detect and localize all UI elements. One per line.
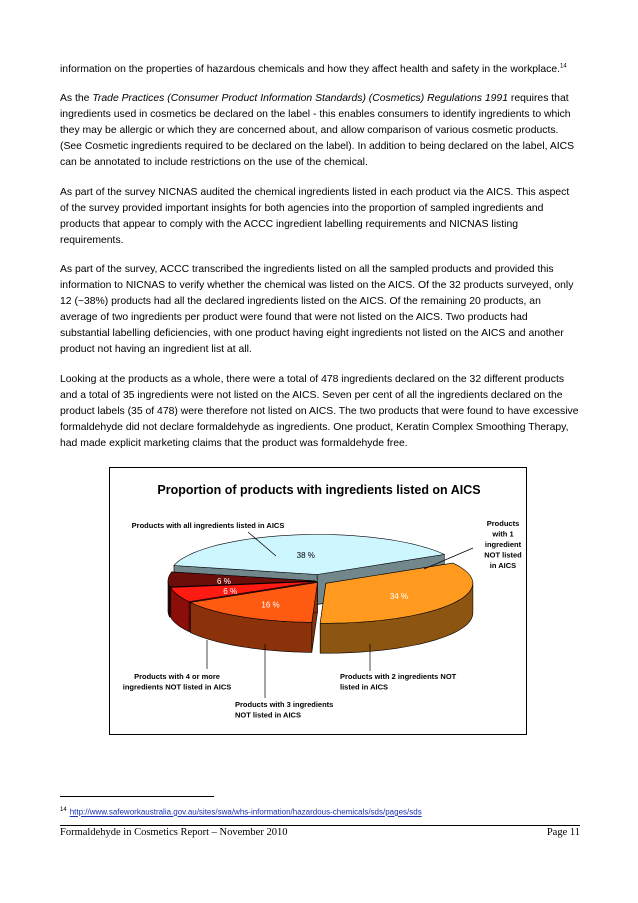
footnote-rule [60, 796, 214, 797]
paragraph-1 [60, 62, 580, 78]
regulation-title: Trade Practices (Consumer Product Information Standards) (Cosmetics) Regulations 1991 [92, 93, 508, 105]
category-label-three-line-2: NOT listed in AICS [235, 710, 301, 720]
category-label-one-line-2: with 1 [492, 529, 514, 539]
pie-label-4: 6 % [223, 586, 238, 596]
category-label-one-line-5: in AICS [489, 561, 517, 570]
pie-label-2: 34 % [389, 592, 409, 602]
paragraph-2-lead: As the [60, 93, 93, 105]
pie-label-1: 38 % [296, 550, 315, 560]
category-label-four-line-1: Products with 4 or more [134, 672, 220, 681]
pie-chart-svg [110, 468, 528, 736]
body-text [60, 62, 580, 465]
paragraph-5: Looking at the products as a whole, there were a total of 478 ingredients declared on the 32 different products and a total of 35 ingredients were not listed on the AICS. Seven per cent of all the ingredients declared on the product labels (35 of 478) were therefore not listed on AICS. The two products that were found to have excessive formaldehyde did not declare formaldehyde as ingredients. One product, Keratin Complex Smoothing Therapy, had made explicit marketing claims that the product was formaldehyde free. [60, 373, 579, 449]
category-label-all: Products with all ingredients listed in AICS [131, 521, 285, 530]
paragraph-2-rest: requires that ingredients used in cosmetics be declared on the label - this enables consumers to identify ingredients to which they may be allergic or which they are concerned about, and allow comparison of various cosmetic products. (See Cosmetic ingredients required to be declared on the label). In addition to being declared on the label, AICS can be annotated to include restrictions on the use of the chemical. [60, 93, 575, 169]
category-label-one-line-1: Products [486, 519, 520, 528]
footnote-link[interactable]: http://www.safeworkaustralia.gov.au/sites/swa/whs-information/hazardous-chemicals/sds/pages/sds [69, 807, 422, 817]
paragraph-3: As part of the survey NICNAS audited the chemical ingredients listed in each product via the AICS. This aspect of the survey provided important insights for both agencies into the proportion of sampled ingredients and products that appear to comply with the ACCC ingredient labelling requirements and NICNAS listing requirements. [60, 186, 570, 246]
paragraph-1-text: information on the properties of hazardous chemicals and how they affect health and safety in the workplace. [60, 64, 561, 75]
category-label-three-line-1: Products with 3 ingredients [235, 700, 334, 709]
footer-report-title: Formaldehyde in Cosmetics Report – November 2010 [60, 827, 288, 838]
footnote-number: 14 [60, 807, 67, 813]
category-label-one-line-3: ingredient [484, 540, 522, 549]
chart-title: Proportion of products with ingredients listed on AICS [157, 483, 481, 497]
footer-rule [60, 825, 580, 826]
footnote-ref[interactable]: 14 [560, 63, 567, 70]
page-number: Page 11 [546, 827, 580, 838]
category-label-four-line-2: ingredients NOT listed in AICS [122, 682, 232, 692]
category-label-two-line-1: Products with 2 ingredients NOT [340, 672, 457, 681]
pie-label-3: 16 % [261, 600, 280, 610]
paragraph-4: As part of the survey, ACCC transcribed the ingredients listed on all the sampled products and provided this information to NICNAS to verify whether the chemical was listed on the AICS. Of the 32 products surveyed, only 12 (~38%) products had all the declared ingredients listed on the AICS. Of the remaining 20 products, an average of two ingredients per product were found that were not listed on the AICS. Two products had substantial labelling deficiencies, with one product having eight ingredients not listed on the AICS and another product not having an ingredient list at all. [60, 263, 574, 356]
pie-label-5: 6 % [217, 576, 231, 586]
category-label-one-line-4: NOT listed [484, 550, 522, 560]
pie-chart [109, 467, 527, 735]
footnote [60, 805, 422, 818]
category-label-two-line-2: listed in AICS [340, 682, 389, 692]
paragraph-2 [60, 91, 580, 171]
